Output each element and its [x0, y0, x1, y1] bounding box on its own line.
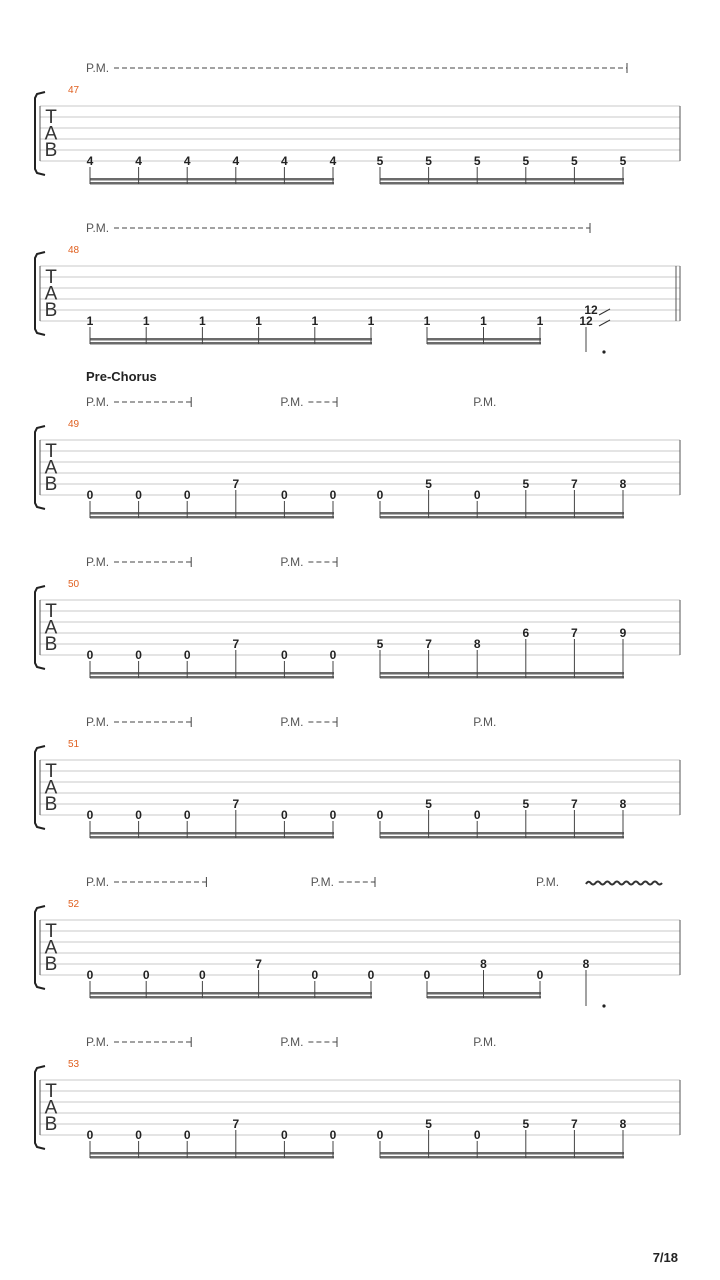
tab-clef-letter: T: [45, 267, 57, 288]
fret-number: 1: [480, 314, 487, 328]
measure-number: 51: [68, 739, 80, 750]
fret-number: 0: [473, 488, 481, 502]
palm-mute-label: P.M.: [280, 715, 304, 729]
fret-number: 6: [522, 626, 530, 640]
fret-number: 8: [582, 957, 590, 971]
fret-number: 0: [376, 808, 384, 822]
fret-number: 8: [619, 477, 627, 491]
fret-number: 0: [281, 1128, 288, 1142]
palm-mute-label: P.M.: [473, 715, 497, 729]
fret-number: 0: [329, 808, 337, 822]
fret-number: 0: [183, 488, 191, 502]
fret-number: 9: [619, 626, 627, 640]
fret-number: 8: [480, 957, 487, 971]
fret-number: 1: [367, 314, 375, 328]
beam-primary: [90, 1152, 334, 1155]
fret-number: 0: [86, 488, 94, 502]
fret-number: 4: [232, 154, 240, 168]
tab-clef-letter: A: [44, 937, 58, 959]
measure-number: 50: [68, 579, 80, 590]
fret-number: 0: [536, 968, 544, 982]
fret-number: 5: [376, 154, 384, 168]
vibrato-marking: [586, 882, 662, 885]
fret-number: 0: [142, 968, 150, 982]
fret-number: 0: [86, 808, 94, 822]
fret-number: 5: [425, 1117, 432, 1131]
fret-number: 4: [281, 154, 288, 168]
palm-mute-label: P.M.: [86, 1035, 110, 1049]
palm-mute-label: P.M.: [280, 395, 304, 409]
fret-number: 0: [183, 1128, 191, 1142]
palm-mute-label: P.M.: [536, 875, 560, 889]
fret-number: 12: [584, 303, 598, 317]
fret-number: 0: [329, 488, 337, 502]
fret-number: 1: [199, 314, 206, 328]
tab-clef-letter: A: [44, 283, 58, 305]
beam-primary: [90, 832, 334, 835]
tab-clef-letter: B: [44, 954, 58, 975]
tab-clef-letter: T: [45, 441, 57, 462]
fret-number: 7: [255, 957, 262, 971]
palm-mute-label: P.M.: [86, 395, 110, 409]
fret-number: 8: [619, 797, 627, 811]
palm-mute-label: P.M.: [86, 875, 110, 889]
fret-number: 0: [281, 808, 288, 822]
beam-secondary: [380, 516, 624, 519]
section-title: Pre-Chorus: [86, 369, 157, 384]
fret-number: 5: [522, 477, 530, 491]
fret-number: 5: [425, 797, 432, 811]
palm-mute-label: P.M.: [280, 555, 304, 569]
rhythm-dot: [602, 1004, 605, 1007]
fret-number: 0: [281, 648, 288, 662]
fret-number: 7: [571, 626, 578, 640]
palm-mute-label: P.M.: [473, 1035, 497, 1049]
fret-number: 0: [329, 648, 337, 662]
palm-mute-label: P.M.: [86, 715, 110, 729]
tab-clef-letter: A: [44, 617, 58, 639]
tab-clef-letter: B: [44, 1114, 58, 1135]
beam-secondary: [90, 836, 334, 839]
tab-clef-letter: B: [44, 474, 58, 495]
fret-number: 5: [376, 637, 384, 651]
fret-number: 7: [425, 637, 432, 651]
tab-clef-letter: B: [44, 300, 58, 321]
fret-number: 0: [135, 808, 142, 822]
beam-secondary: [90, 996, 372, 999]
tab-clef-letter: A: [44, 777, 58, 799]
fret-number: 4: [329, 154, 337, 168]
tab-clef-letter: T: [45, 761, 57, 782]
fret-number: 5: [522, 1117, 530, 1131]
beam-secondary: [90, 516, 334, 519]
fret-number: 0: [86, 648, 94, 662]
beam-secondary: [90, 1156, 334, 1159]
fret-number: 0: [311, 968, 319, 982]
fret-number: 0: [376, 488, 384, 502]
tab-clef-letter: B: [44, 634, 58, 655]
beam-primary: [90, 992, 372, 995]
measure-number: 52: [68, 899, 80, 910]
fret-number: 0: [199, 968, 206, 982]
fret-number: 7: [232, 637, 240, 651]
fret-number: 8: [619, 1117, 627, 1131]
beam-secondary: [90, 342, 372, 345]
fret-number: 7: [232, 477, 240, 491]
tab-clef-letter: B: [44, 794, 58, 815]
fret-number: 0: [86, 1128, 94, 1142]
fret-number: 0: [183, 808, 191, 822]
beam-primary: [90, 338, 372, 341]
measure-number: 48: [68, 245, 80, 256]
measure-number: 53: [68, 1059, 80, 1070]
rhythm-dot: [602, 350, 605, 353]
fret-number: 1: [255, 314, 262, 328]
beam-secondary: [90, 676, 334, 679]
beam-primary: [90, 672, 334, 675]
fret-number: 0: [329, 1128, 337, 1142]
fret-number: 8: [473, 637, 481, 651]
fret-number: 1: [423, 314, 431, 328]
fret-number: 5: [619, 154, 627, 168]
fret-number: 1: [311, 314, 319, 328]
fret-number: 5: [571, 154, 578, 168]
beam-primary: [380, 1152, 624, 1155]
fret-number: 5: [425, 154, 432, 168]
fret-number: 0: [183, 648, 191, 662]
fret-number: 5: [473, 154, 481, 168]
beam-secondary: [380, 182, 624, 185]
fret-number: 0: [473, 1128, 481, 1142]
fret-number: 4: [86, 154, 94, 168]
beam-secondary: [380, 836, 624, 839]
fret-number: 1: [142, 314, 150, 328]
fret-number: 7: [571, 1117, 578, 1131]
palm-mute-label: P.M.: [86, 221, 110, 235]
palm-mute-label: P.M.: [86, 555, 110, 569]
page-number: 7/18: [652, 1250, 678, 1265]
fret-number: 4: [183, 154, 191, 168]
beam-primary: [90, 178, 334, 181]
fret-number: 0: [135, 1128, 142, 1142]
beam-primary: [380, 512, 624, 515]
palm-mute-label: P.M.: [280, 1035, 304, 1049]
beam-secondary: [380, 676, 624, 679]
beam-primary: [380, 832, 624, 835]
tab-clef-letter: A: [44, 457, 58, 479]
tab-clef-letter: A: [44, 123, 58, 145]
fret-number: 0: [86, 968, 94, 982]
fret-number: 7: [571, 477, 578, 491]
tab-clef-letter: T: [45, 107, 57, 128]
beam-primary: [380, 672, 624, 675]
tab-clef-letter: T: [45, 601, 57, 622]
fret-number: 12: [579, 314, 593, 328]
fret-number: 0: [473, 808, 481, 822]
beam-primary: [90, 512, 334, 515]
fret-number: 5: [522, 154, 530, 168]
fret-number: 0: [281, 488, 288, 502]
fret-number: 0: [376, 1128, 384, 1142]
measure-number: 49: [68, 419, 80, 430]
fret-number: 0: [423, 968, 431, 982]
tab-clef-letter: T: [45, 921, 57, 942]
fret-number: 4: [135, 154, 142, 168]
fret-number: 5: [522, 797, 530, 811]
fret-number: 0: [135, 648, 142, 662]
beam-secondary: [90, 182, 334, 185]
fret-number: 0: [367, 968, 375, 982]
tab-clef-letter: A: [44, 1097, 58, 1119]
palm-mute-label: P.M.: [473, 395, 497, 409]
fret-number: 0: [135, 488, 142, 502]
tab-clef-letter: B: [44, 140, 58, 161]
fret-number: 7: [232, 1117, 240, 1131]
tab-clef-letter: T: [45, 1081, 57, 1102]
measure-number: 47: [68, 85, 80, 96]
fret-number: 1: [536, 314, 544, 328]
fret-number: 5: [425, 477, 432, 491]
fret-number: 7: [232, 797, 240, 811]
fret-number: 1: [86, 314, 94, 328]
beam-primary: [380, 178, 624, 181]
palm-mute-label: P.M.: [86, 61, 110, 75]
fret-number: 7: [571, 797, 578, 811]
beam-secondary: [380, 1156, 624, 1159]
palm-mute-label: P.M.: [310, 875, 334, 889]
